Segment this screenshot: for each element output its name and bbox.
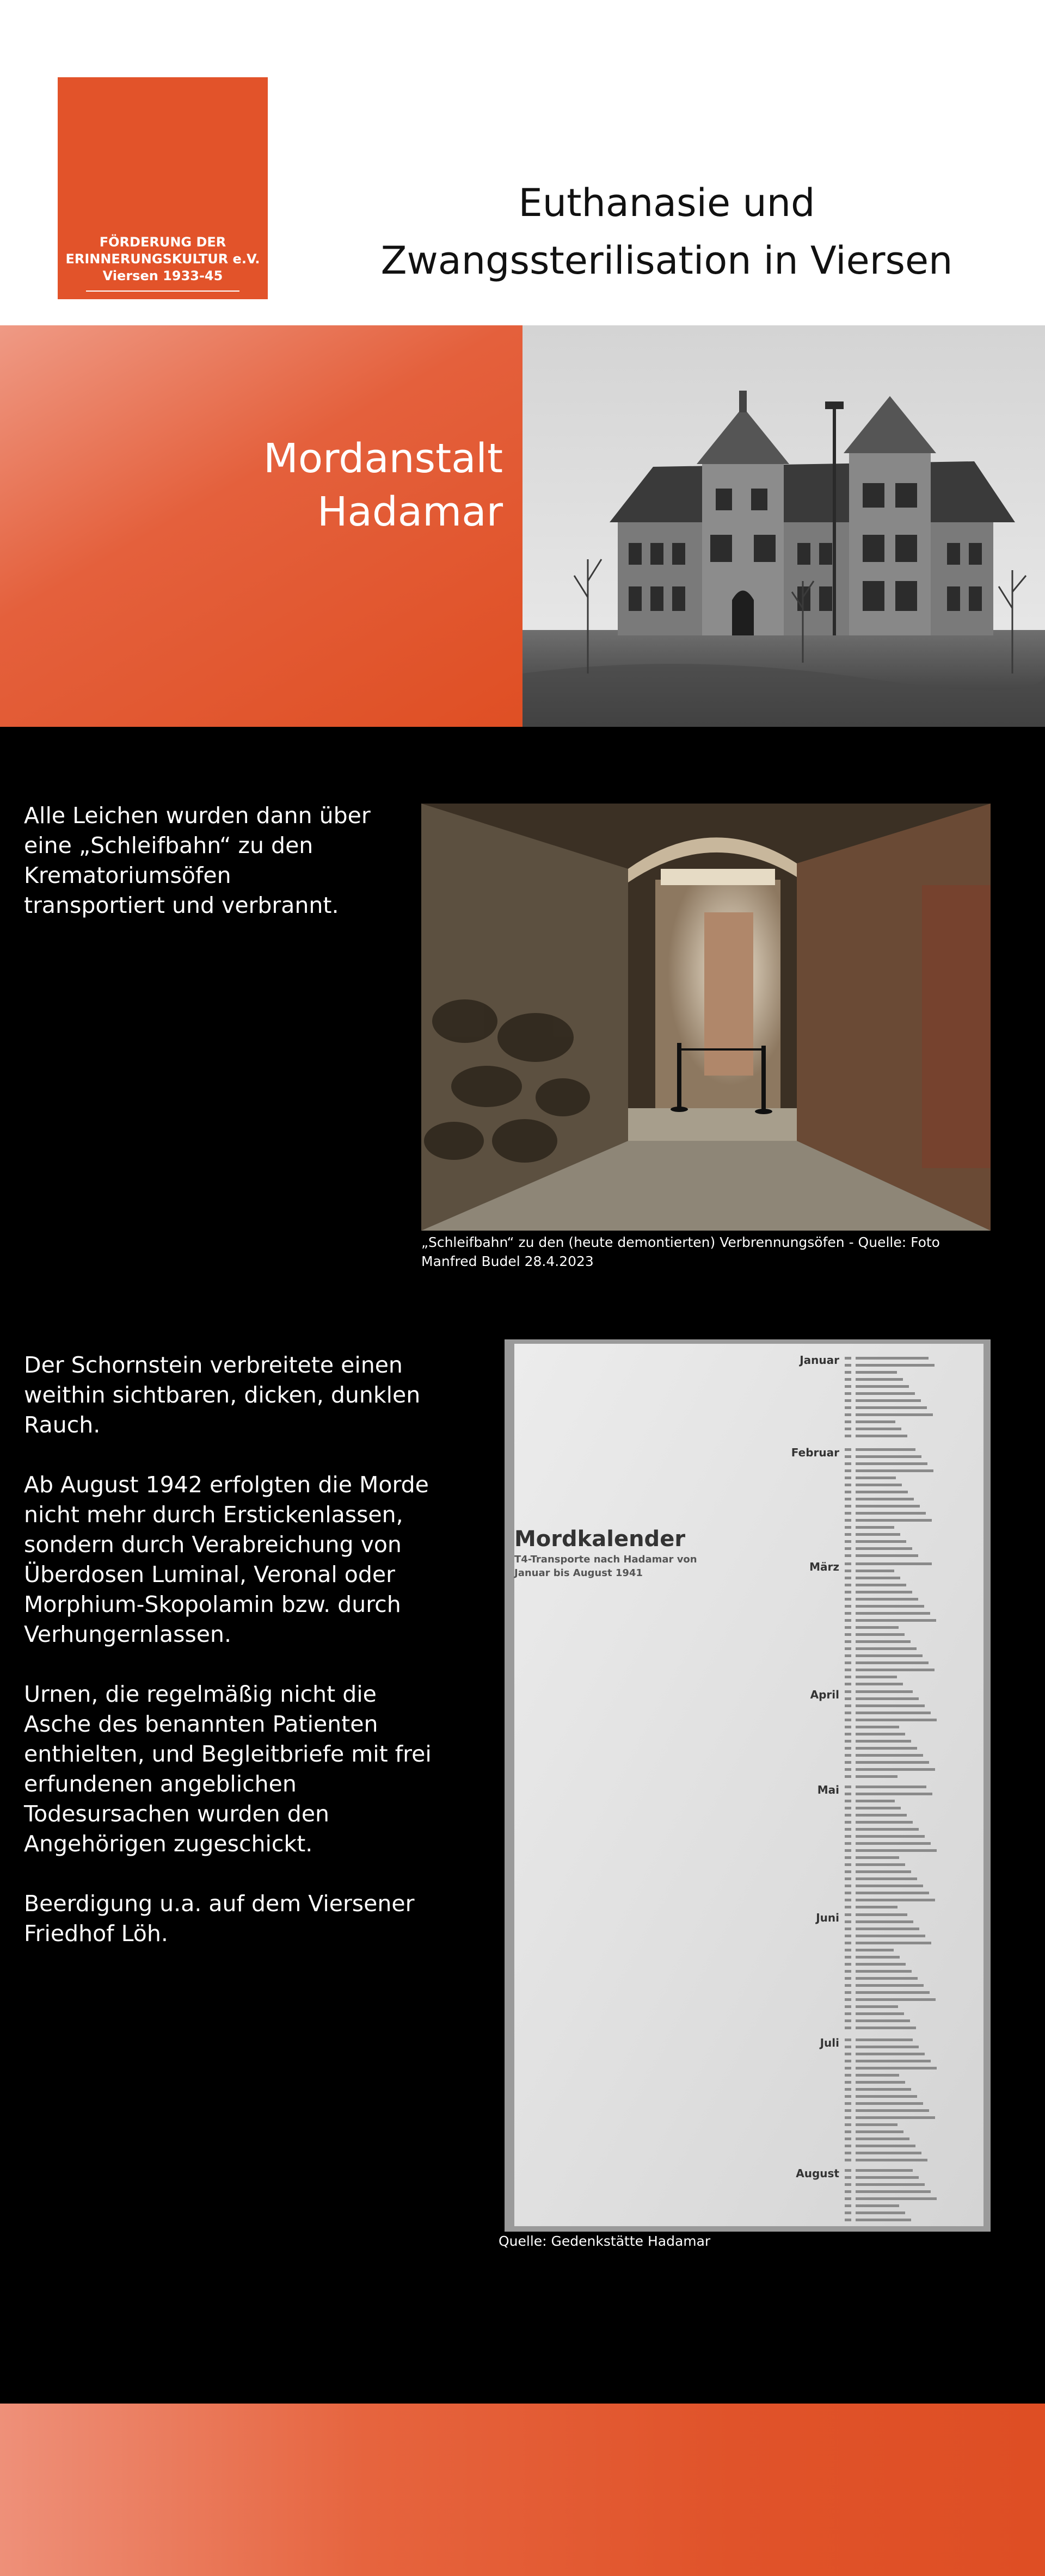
calendar-entry-text	[856, 2046, 919, 2048]
hero-title-line-2: Hadamar	[317, 489, 503, 535]
calendar-entry-text	[856, 1984, 924, 1987]
calendar-entry-text	[856, 1484, 902, 1486]
calendar-entry-day	[845, 1747, 851, 1750]
calendar-entry-text	[856, 1562, 932, 1565]
calendar-entry-text	[856, 2116, 935, 2119]
calendar-entry-text	[856, 1378, 903, 1381]
calendar-entry-day	[845, 1991, 851, 1994]
calendar-entry-text	[856, 1793, 932, 1795]
calendar-entry-text	[856, 1371, 897, 1374]
calendar-entry-text	[856, 2159, 927, 2161]
calendar-entry-text	[856, 1956, 900, 1959]
calendar-entry-text	[856, 1697, 919, 1700]
calendar-entry-day	[845, 1768, 851, 1771]
calendar-entry-text	[856, 1577, 900, 1579]
calendar-entry-day	[845, 1584, 851, 1586]
calendar-entry-day	[845, 1477, 851, 1479]
calendar-entry-day	[845, 2152, 851, 2154]
calendar-entry-day	[845, 2046, 851, 2048]
calendar-entry-text	[856, 1669, 935, 1671]
calendar-entry-text	[856, 2130, 903, 2133]
calendar-entry-text	[856, 1640, 911, 1643]
calendar-entry-day	[845, 1754, 851, 1757]
calendar-entry-day	[845, 1814, 851, 1817]
section2-text	[24, 1350, 438, 1949]
hero-title-line-1: Mordanstalt	[263, 435, 503, 482]
calendar-entry-day	[845, 1448, 851, 1451]
calendar-entry-day	[845, 1526, 851, 1529]
calendar-entry-text	[856, 2176, 919, 2179]
calendar-month-label: August	[796, 2167, 839, 2180]
calendar-entry-day	[845, 1942, 851, 1944]
calendar-entry-text	[856, 1775, 898, 1778]
section2-paragraph-2: Ab August 1942 erfolgten die Morde nicht mehr durch Erstickenlassen, sondern durch Verabreichung von Überdosen Luminal, Veronal oder Morphium-Skopolamin bzw. durch Verhungernlassen.	[24, 1472, 429, 1647]
calendar-entry-day	[845, 1899, 851, 1901]
calendar-entry-day	[845, 1554, 851, 1557]
calendar-entry-day	[845, 1704, 851, 1707]
calendar-entry-day	[845, 1807, 851, 1809]
calendar-entry-day	[845, 1786, 851, 1788]
calendar-entry-text	[856, 2145, 915, 2147]
page-title	[327, 174, 1007, 289]
calendar-entry-day	[845, 1877, 851, 1880]
calendar-entry-day	[845, 1856, 851, 1859]
calendar-entry-day	[845, 2027, 851, 2029]
calendar-entry-text	[856, 1807, 901, 1809]
calendar-entry-text	[856, 1626, 899, 1629]
calendar-entry-day	[845, 1793, 851, 1795]
calendar-entry-day	[845, 1392, 851, 1395]
calendar-entry-text	[856, 2088, 911, 2091]
calendar-entry-day	[845, 1435, 851, 1437]
calendar-entry-day	[845, 1863, 851, 1866]
calendar-subtitle-2: Januar bis August 1941	[514, 1567, 643, 1579]
calendar-entry-text	[856, 1413, 933, 1416]
organization-logo	[58, 77, 268, 299]
calendar-entry-day	[845, 2081, 851, 2084]
calendar-entry-day	[845, 2204, 851, 2207]
calendar-entry-text	[856, 1605, 924, 1608]
calendar-entry-day	[845, 1828, 851, 1831]
calendar-entry-day	[845, 1740, 851, 1743]
calendar-entry-day	[845, 1928, 851, 1930]
calendar-entry-day	[845, 2116, 851, 2119]
calendar-entry-day	[845, 1726, 851, 1728]
calendar-entry-text	[856, 1928, 919, 1930]
calendar-entry-day	[845, 1870, 851, 1873]
calendar-entry-text	[856, 1800, 895, 1802]
calendar-entry-text	[856, 1740, 911, 1743]
calendar-entry-day	[845, 1885, 851, 1887]
calendar-entry-text	[856, 1512, 926, 1515]
calendar-entry-text	[856, 1598, 918, 1601]
corridor-photo-caption: „Schleifbahn“ zu den (heute demontierten) Verbrennungsöfen - Quelle: Foto Manfred Budel 28.4.2023	[421, 1234, 940, 1269]
logo-line-2: ERINNERUNGSKULTUR e.V.	[65, 251, 260, 267]
calendar-entry-text	[856, 1719, 937, 1721]
calendar-entry-text	[856, 2197, 937, 2200]
calendar-entry-day	[845, 1357, 851, 1360]
calendar-entry-text	[856, 1519, 932, 1522]
calendar-entry-text	[856, 1849, 937, 1852]
calendar-entry-day	[845, 1712, 851, 1714]
calendar-entry-text	[856, 2067, 937, 2070]
calendar-entry-day	[845, 2005, 851, 2008]
page-footer-band	[0, 2404, 1045, 2576]
calendar-entry-text	[856, 1998, 936, 2001]
calendar-entry-text	[856, 1540, 906, 1543]
calendar-entry-day	[845, 2123, 851, 2126]
calendar-entry-day	[845, 1428, 851, 1430]
calendar-entry-day	[845, 1892, 851, 1894]
calendar-entry-text	[856, 2102, 923, 2105]
calendar-entry-text	[856, 1786, 926, 1788]
calendar-month-label: April	[810, 1688, 839, 1701]
calendar-entry-day	[845, 1970, 851, 1973]
calendar-entry-text	[856, 2183, 925, 2186]
hero-title	[0, 432, 503, 539]
calendar-entry-day	[845, 2130, 851, 2133]
calendar-entry-day	[845, 1676, 851, 1678]
section2-paragraph-4: Beerdigung u.a. auf dem Viersener Friedhof Löh.	[24, 1891, 415, 1947]
calendar-entry-text	[856, 2190, 931, 2193]
calendar-entry-text	[856, 1870, 911, 1873]
calendar-entry-day	[845, 2138, 851, 2140]
calendar-entry-day	[845, 2102, 851, 2105]
calendar-entry-text	[856, 2060, 931, 2062]
calendar-entry-day	[845, 1591, 851, 1593]
calendar-entry-day	[845, 1540, 851, 1543]
calendar-entry-text	[856, 1661, 929, 1664]
calendar-entry-day	[845, 2183, 851, 2186]
calendar-entry-day	[845, 2145, 851, 2147]
calendar-entry-text	[856, 1949, 894, 1951]
calendar-entry-text	[856, 1991, 930, 1994]
calendar-entry-day	[845, 1906, 851, 1908]
calendar-entry-day	[845, 2197, 851, 2200]
calendar-entry-text	[856, 2109, 929, 2112]
calendar-entry-day	[845, 1455, 851, 1458]
calendar-entry-text	[856, 1505, 920, 1508]
calendar-entry-day	[845, 2012, 851, 2015]
calendar-entry-day	[845, 1697, 851, 1700]
calendar-entry-text	[856, 2012, 904, 2015]
calendar-entry-day	[845, 1920, 851, 1923]
calendar-entry-day	[845, 1547, 851, 1550]
calendar-entry-text	[856, 1554, 918, 1557]
calendar-entry-day	[845, 1647, 851, 1650]
calendar-entry-text	[856, 1690, 913, 1693]
page-title-line-2: Zwangssterilisation in Viersen	[380, 238, 953, 283]
calendar-entry-day	[845, 2074, 851, 2077]
calendar-entry-day	[845, 1505, 851, 1508]
calendar-entry-day	[845, 1533, 851, 1536]
calendar-entry-text	[856, 1935, 925, 1937]
calendar-entry-day	[845, 2109, 851, 2112]
calendar-entry-day	[845, 1626, 851, 1629]
calendar-entry-text	[856, 2081, 905, 2084]
logo-underline	[86, 291, 239, 292]
calendar-entry-day	[845, 1977, 851, 1980]
calendar-month-label: Februar	[791, 1446, 839, 1459]
calendar-entry-text	[856, 1633, 905, 1636]
calendar-entry-day	[845, 1598, 851, 1601]
calendar-entry-text	[856, 2074, 899, 2077]
mordkalender-poster	[505, 1339, 991, 2232]
calendar-entry-text	[856, 2038, 913, 2041]
calendar-entry-day	[845, 1605, 851, 1608]
calendar-entry-text	[856, 2123, 898, 2126]
calendar-entry-text	[856, 1726, 899, 1728]
section2-paragraph-1: Der Schornstein verbreitete einen weithin sichtbaren, dicken, dunklen Rauch.	[24, 1352, 421, 1438]
calendar-entry-day	[845, 1835, 851, 1838]
calendar-entry-text	[856, 2005, 898, 2008]
calendar-entry-day	[845, 1821, 851, 1824]
calendar-entry-day	[845, 2159, 851, 2161]
calendar-entry-text	[856, 1814, 907, 1817]
calendar-entry-day	[845, 1399, 851, 1402]
calendar-entry-text	[856, 1619, 936, 1622]
calendar-entry-text	[856, 1462, 927, 1465]
calendar-entry-day	[845, 1619, 851, 1622]
calendar-entry-day	[845, 1775, 851, 1778]
calendar-entry-day	[845, 1519, 851, 1522]
calendar-entry-day	[845, 2211, 851, 2214]
calendar-entry-day	[845, 2088, 851, 2091]
calendar-entry-text	[856, 1570, 894, 1572]
calendar-entry-day	[845, 1800, 851, 1802]
calendar-entry-text	[856, 1612, 930, 1615]
building-photo-icon	[522, 325, 1045, 727]
calendar-entry-day	[845, 1683, 851, 1685]
corridor-photo-icon	[421, 804, 991, 1231]
section1-text: Alle Leichen wurden dann über eine „Schleifbahn“ zu den Krematoriumsöfen transportiert und verbrannt.	[24, 802, 371, 918]
calendar-entry-text	[856, 1676, 897, 1678]
calendar-entry-text	[856, 1821, 913, 1824]
calendar-entry-text	[856, 2027, 916, 2029]
calendar-entry-day	[845, 1498, 851, 1500]
section2-paragraph-3: Urnen, die regelmäßig nicht die Asche des benannten Patienten enthielten, und Begleitbriefe mit frei erfundenen angeblichen Todesursachen wurden den Angehörigen zugeschickt.	[24, 1681, 432, 1857]
calendar-entry-text	[856, 1406, 927, 1409]
calendar-entry-text	[856, 1942, 931, 1944]
calendar-entry-day	[845, 2169, 851, 2172]
logo-line-1: FÖRDERUNG DER	[99, 234, 226, 250]
logo-line-3: Viersen 1933-45	[102, 268, 223, 283]
calendar-entry-text	[856, 2019, 910, 2022]
calendar-entry-day	[845, 2067, 851, 2070]
calendar-entry-day	[845, 1562, 851, 1565]
calendar-entry-day	[845, 1849, 851, 1852]
calendar-entry-text	[856, 2219, 911, 2221]
calendar-entry-text	[856, 1828, 919, 1831]
calendar-entry-day	[845, 1690, 851, 1693]
calendar-entry-text	[856, 1704, 925, 1707]
calendar-entry-day	[845, 1364, 851, 1367]
calendar-entry-day	[845, 2060, 851, 2062]
calendar-entry-text	[856, 1392, 915, 1395]
calendar-entry-day	[845, 1761, 851, 1764]
calendar-entry-text	[856, 1547, 912, 1550]
calendar-entry-text	[856, 1498, 914, 1500]
calendar-entry-text	[856, 2211, 905, 2214]
calendar-entry-text	[856, 1877, 917, 1880]
calendar-entry-day	[845, 1633, 851, 1636]
calendar-entry-text	[856, 1712, 931, 1714]
calendar-month-label: Juni	[816, 1911, 839, 1924]
calendar-entry-day	[845, 1484, 851, 1486]
calendar-entry-day	[845, 1998, 851, 2001]
calendar-caption: Quelle: Gedenkstätte Hadamar	[499, 2233, 711, 2249]
calendar-entry-text	[856, 1906, 898, 1908]
calendar-entry-text	[856, 1399, 921, 1402]
calendar-entry-text	[856, 1435, 907, 1437]
calendar-entry-day	[845, 2038, 851, 2041]
calendar-entry-day	[845, 1669, 851, 1671]
calendar-entry-text	[856, 1469, 933, 1472]
page-title-line-1: Euthanasie und	[518, 181, 815, 225]
calendar-entry-text	[856, 1856, 899, 1859]
calendar-entry-text	[856, 1357, 929, 1360]
calendar-entry-text	[856, 2204, 899, 2207]
calendar-entry-day	[845, 1371, 851, 1374]
calendar-entry-text	[856, 1920, 913, 1923]
calendar-entry-day	[845, 2190, 851, 2193]
calendar-entry-text	[856, 1963, 906, 1966]
calendar-entry-day	[845, 1570, 851, 1572]
calendar-entry-day	[845, 1640, 851, 1643]
calendar-entry-text	[856, 1654, 923, 1657]
calendar-entry-text	[856, 1683, 903, 1685]
calendar-entry-day	[845, 1935, 851, 1937]
calendar-entry-day	[845, 1733, 851, 1735]
calendar-entry-text	[856, 1477, 896, 1479]
calendar-entry-day	[845, 1984, 851, 1987]
calendar-heading: Mordkalender	[514, 1527, 686, 1552]
calendar-entry-text	[856, 2095, 917, 2098]
calendar-entry-day	[845, 1413, 851, 1416]
calendar-entry-day	[845, 1406, 851, 1409]
calendar-entry-text	[856, 1533, 900, 1536]
calendar-entry-text	[856, 1647, 917, 1650]
calendar-entry-day	[845, 1913, 851, 1916]
calendar-entry-text	[856, 1863, 905, 1866]
calendar-entry-day	[845, 2019, 851, 2022]
calendar-entry-day	[845, 1512, 851, 1515]
calendar-entry-text	[856, 1491, 908, 1493]
calendar-month-label: Mai	[817, 1783, 839, 1796]
calendar-entry-text	[856, 1526, 894, 1529]
calendar-entry-text	[856, 1842, 931, 1845]
calendar-entry-day	[845, 1420, 851, 1423]
calendar-entry-day	[845, 1577, 851, 1579]
calendar-entry-text	[856, 2053, 925, 2055]
calendar-entry-day	[845, 2176, 851, 2179]
calendar-entry-text	[856, 1591, 912, 1593]
calendar-entry-text	[856, 2152, 921, 2154]
calendar-entry-day	[845, 2095, 851, 2098]
calendar-entry-day	[845, 1956, 851, 1959]
calendar-entry-day	[845, 1462, 851, 1465]
calendar-entry-text	[856, 2169, 913, 2172]
calendar-entry-text	[856, 1970, 912, 1973]
calendar-entry-day	[845, 1385, 851, 1388]
calendar-entry-day	[845, 1378, 851, 1381]
calendar-entry-text	[856, 1892, 929, 1894]
calendar-entry-text	[856, 1428, 901, 1430]
calendar-entry-day	[845, 1963, 851, 1966]
calendar-entry-day	[845, 1469, 851, 1472]
calendar-entry-text	[856, 1733, 905, 1735]
calendar-entry-text	[856, 1385, 909, 1388]
calendar-entry-text	[856, 1448, 915, 1451]
calendar-entry-text	[856, 1455, 921, 1458]
calendar-month-label: Januar	[800, 1354, 839, 1367]
calendar-entry-day	[845, 2219, 851, 2221]
calendar-entry-text	[856, 1768, 935, 1771]
calendar-entry-text	[856, 1747, 917, 1750]
calendar-entry-text	[856, 1913, 907, 1916]
calendar-entry-text	[856, 1754, 923, 1757]
calendar-entry-day	[845, 1661, 851, 1664]
calendar-month-label: März	[809, 1560, 839, 1573]
calendar-subtitle-1: T4-Transporte nach Hadamar von	[514, 1554, 697, 1565]
calendar-entry-text	[856, 2138, 909, 2140]
calendar-entry-text	[856, 1977, 918, 1980]
calendar-entry-day	[845, 1719, 851, 1721]
calendar-entry-day	[845, 1949, 851, 1951]
calendar-entry-text	[856, 1885, 923, 1887]
calendar-entry-text	[856, 1584, 906, 1586]
calendar-entry-day	[845, 2053, 851, 2055]
calendar-entry-day	[845, 1654, 851, 1657]
calendar-entry-text	[856, 1899, 935, 1901]
calendar-entry-text	[856, 1364, 935, 1367]
calendar-entry-text	[856, 1835, 925, 1838]
calendar-entry-text	[856, 1761, 929, 1764]
calendar-entry-text	[856, 1420, 895, 1423]
calendar-entry-day	[845, 1842, 851, 1845]
calendar-entry-day	[845, 1612, 851, 1615]
calendar-month-label: Juli	[820, 2036, 839, 2049]
calendar-entry-day	[845, 1491, 851, 1493]
